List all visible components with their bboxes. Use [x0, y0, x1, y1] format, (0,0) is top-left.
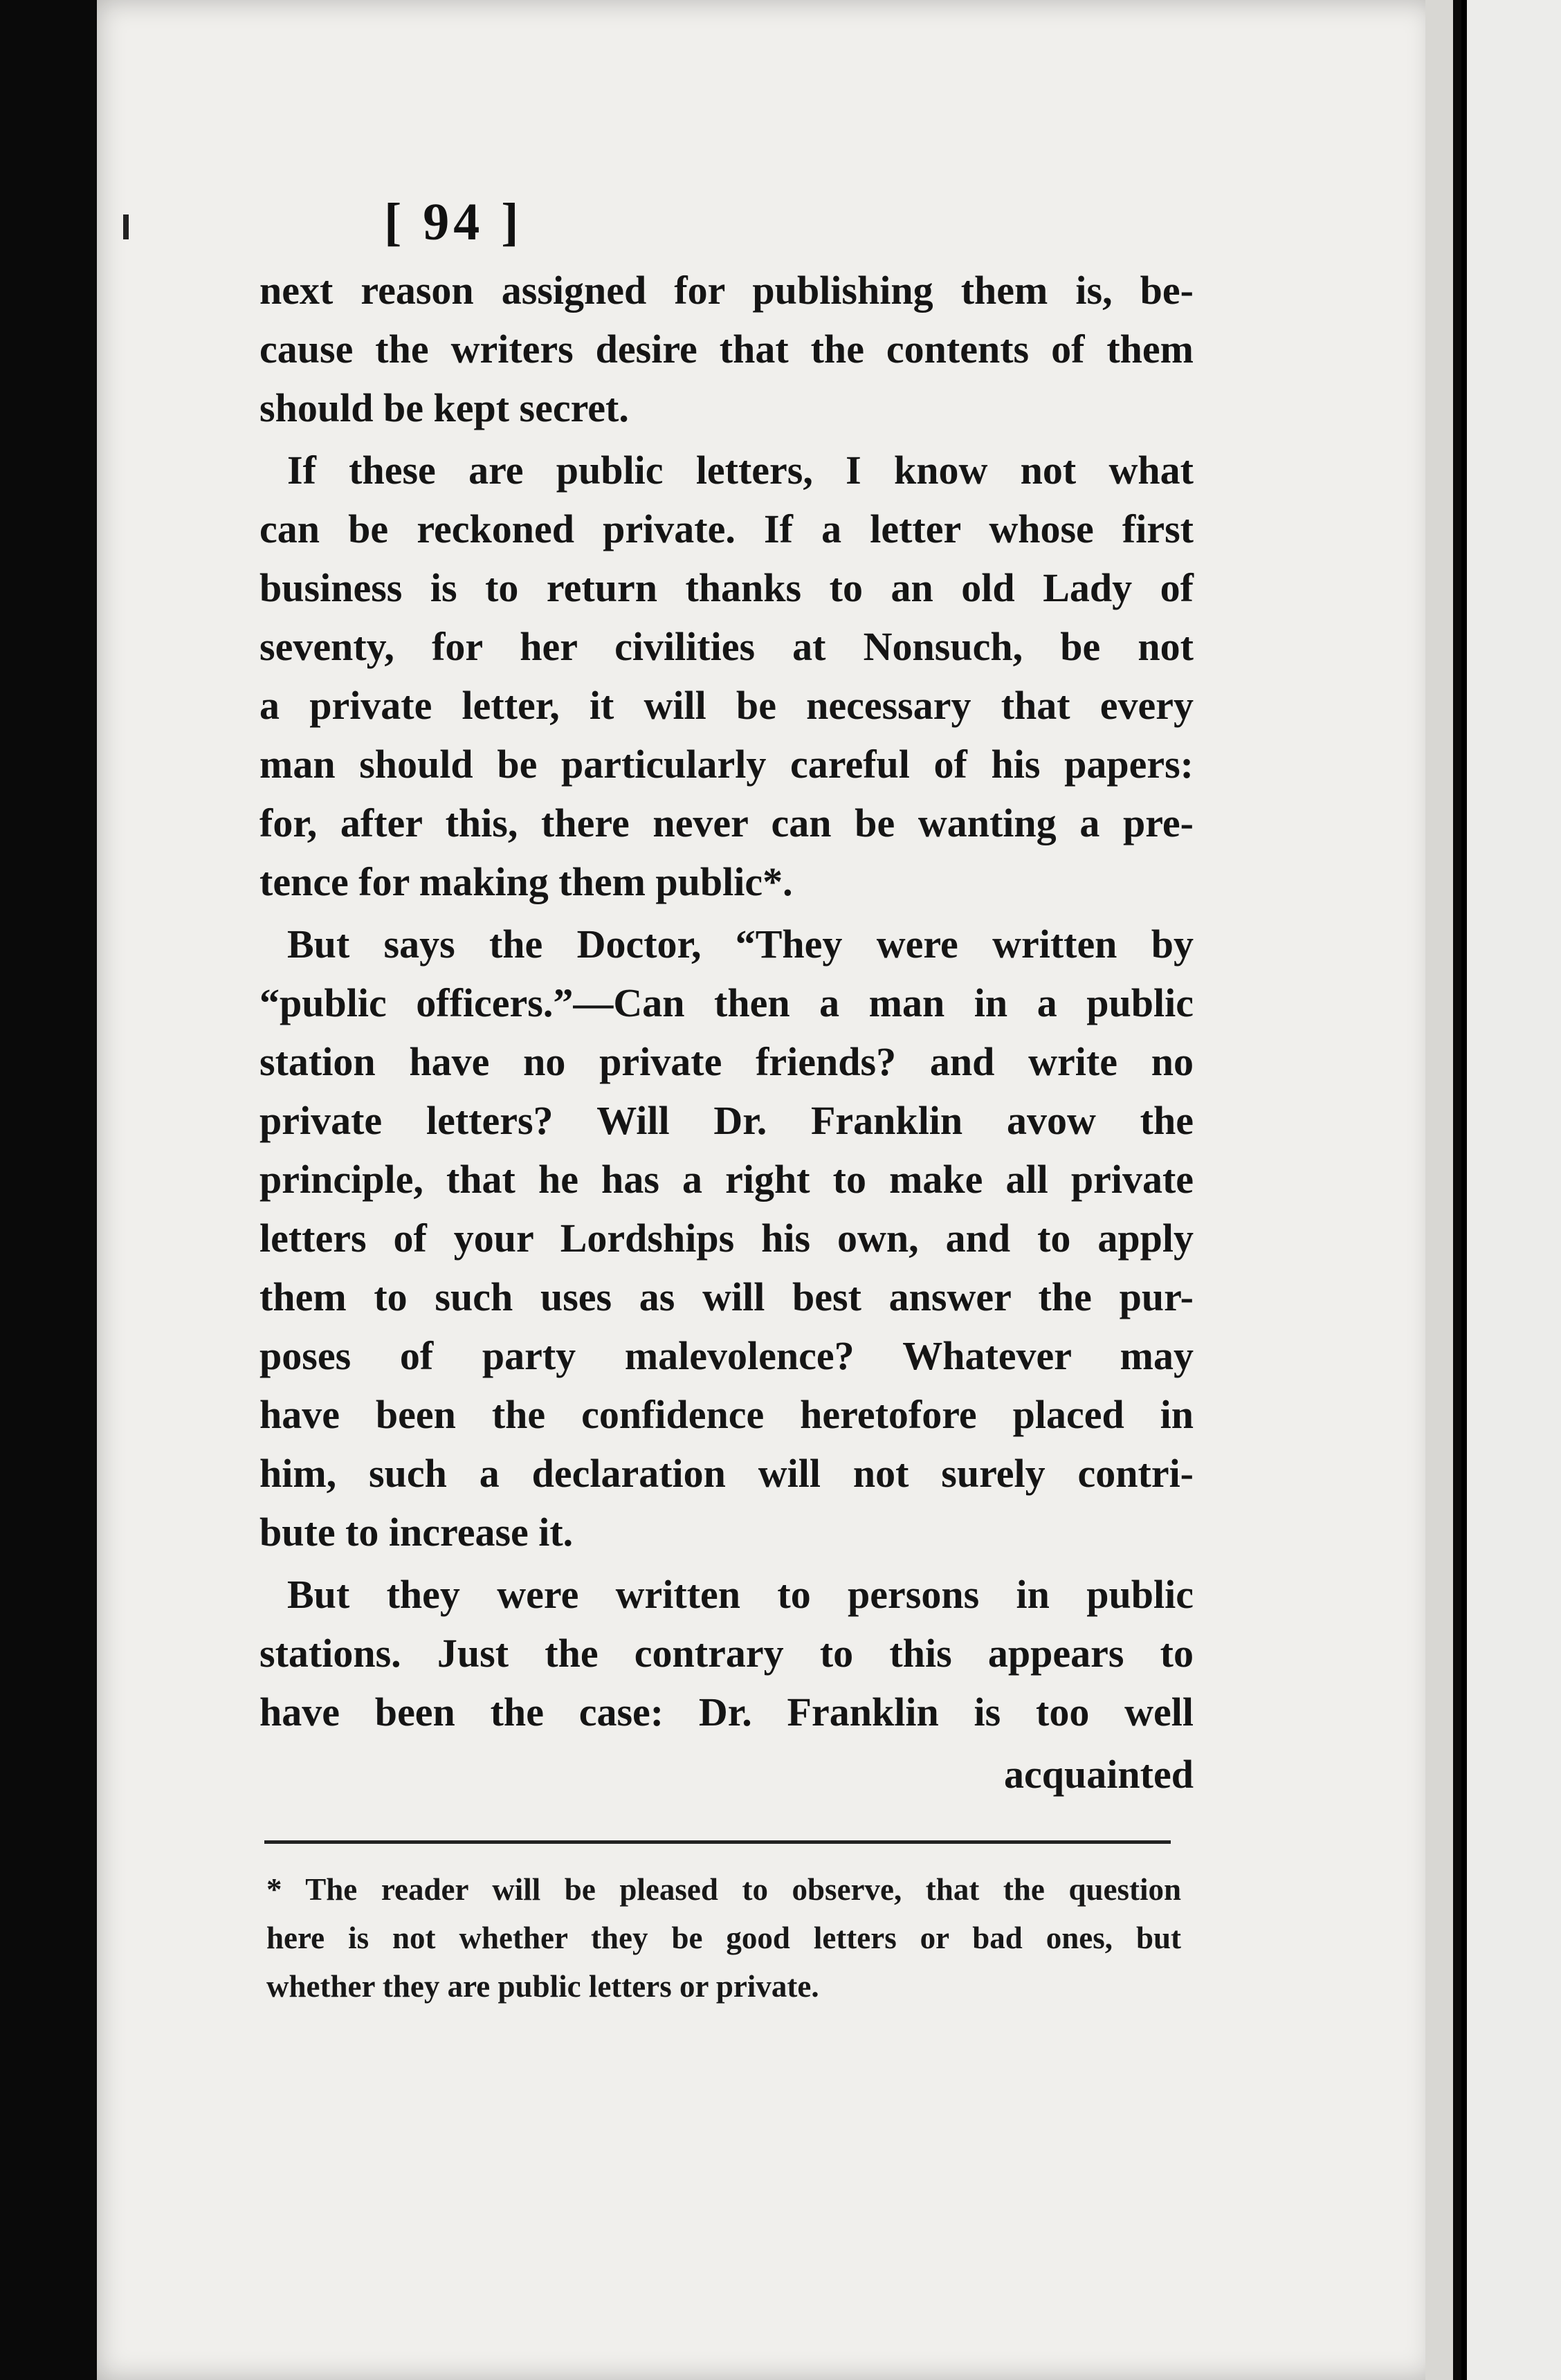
page-number: [ 94 ] — [384, 193, 523, 251]
text-line: him, such a declaration will not surely contri- — [259, 1451, 1194, 1496]
facing-page-edge — [1467, 0, 1561, 2380]
text-line: should be kept secret. — [259, 385, 629, 430]
text-line: have been the case: Dr. Franklin is too well — [259, 1690, 1194, 1734]
text-line: can be reckoned private. If a letter whose first — [259, 506, 1194, 551]
text-line: business is to return thanks to an old Lady of — [259, 565, 1194, 610]
footnote-line: here is not whether they be good letters or bad ones, but — [266, 1921, 1181, 1955]
text-line: letters of your Lordships his own, and to apply — [259, 1216, 1194, 1261]
text-line: man should be particularly careful of his papers: — [259, 742, 1194, 787]
footnote-line: whether they are public letters or private. — [266, 1969, 819, 2004]
footnote-rule — [264, 1840, 1171, 1844]
text-line: seventy, for her civilities at Nonsuch, be not — [259, 624, 1194, 669]
text-line: for, after this, there never can be wanting a pre- — [259, 800, 1194, 845]
text-line: poses of party malevolence? Whatever may — [259, 1333, 1194, 1378]
text-line: cause the writers desire that the contents of them — [259, 327, 1194, 372]
text-line: stations. Just the contrary to this appears to — [259, 1631, 1194, 1676]
text-line: bute to increase it. — [259, 1510, 574, 1555]
text-line: tence for making them public*. — [259, 859, 793, 904]
margin-mark — [123, 214, 129, 239]
footnote-line: * The reader will be pleased to observe, that the question — [266, 1872, 1181, 1907]
text-line: them to such uses as will best answer the pur- — [259, 1274, 1194, 1319]
text-line: “public officers.”—Can then a man in a public — [259, 980, 1194, 1025]
text-line: a private letter, it will be necessary that every — [259, 683, 1194, 728]
text-line: private letters? Will Dr. Franklin avow the — [259, 1098, 1194, 1143]
text-line: station have no private friends? and write no — [259, 1039, 1194, 1084]
text-line: But says the Doctor, “They were written by — [287, 922, 1194, 967]
text-line: principle, that he has a right to make all private — [259, 1157, 1194, 1202]
catchword: acquainted — [1004, 1752, 1194, 1797]
text-line: But they were written to persons in public — [287, 1572, 1194, 1617]
gutter-shadow — [1461, 0, 1467, 2380]
text-line: have been the confidence heretofore placed in — [259, 1392, 1194, 1437]
text-line: If these are public letters, I know not what — [287, 448, 1194, 493]
text-line: next reason assigned for publishing them is, be- — [259, 268, 1194, 313]
page-gutter — [1425, 0, 1453, 2380]
